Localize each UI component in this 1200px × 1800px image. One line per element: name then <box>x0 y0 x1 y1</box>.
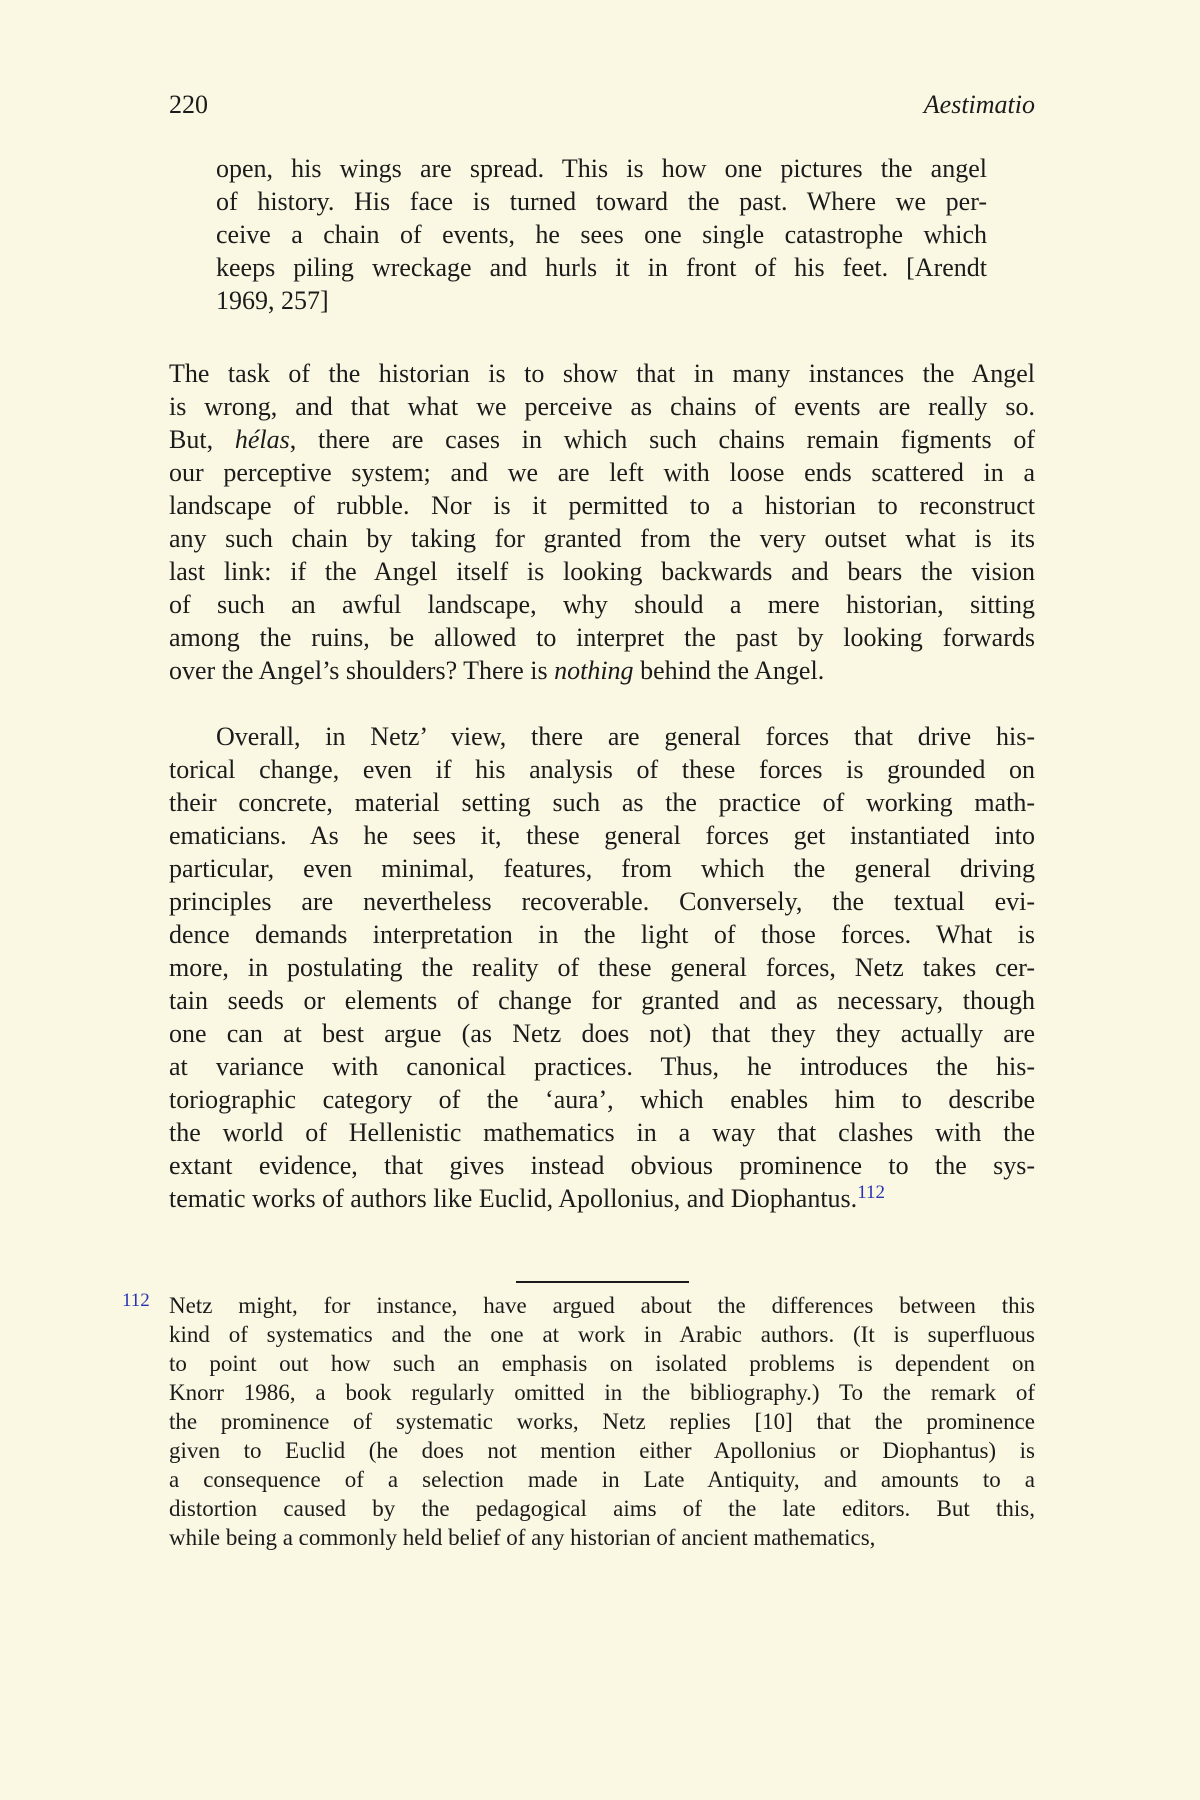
text-line: 1969, 257] <box>216 286 329 315</box>
text-line: particular, even minimal, features, from which the general driving <box>169 854 1035 883</box>
text-line: one can at best argue (as Netz does not) that they they actually are <box>169 1019 1035 1048</box>
text-line: Knorr 1986, a book regularly omitted in the bibliography.) To the remark of <box>169 1380 1035 1405</box>
text-line: a consequence of a selection made in Late Antiquity, and amounts to a <box>169 1467 1035 1492</box>
text-line: dence demands interpretation in the light of those forces. What is <box>169 920 1035 949</box>
paragraph-2 <box>169 720 1035 1215</box>
text-line: keeps piling wreckage and hurls it in front of his feet. [Arendt <box>216 253 987 282</box>
text-line: at variance with canonical practices. Thus, he introduces the his- <box>169 1052 1035 1081</box>
footnote-112 <box>122 1290 1035 1552</box>
footnote-text <box>169 1291 1035 1552</box>
text-line: toriographic category of the ‘aura’, which enables him to describe <box>169 1085 1035 1114</box>
text-line: given to Euclid (he does not mention either Apollonius or Diophantus) is <box>169 1438 1035 1463</box>
journal-title: Aestimatio <box>923 90 1035 119</box>
page-content <box>122 88 1035 1552</box>
text-line: our perceptive system; and we are left with loose ends scattered in a <box>169 458 1035 487</box>
paragraph-1 <box>169 357 1035 687</box>
text-line: among the ruins, be allowed to interpret the past by looking forwards <box>169 623 1035 652</box>
footnote-rule <box>516 1281 689 1283</box>
text-line: while being a commonly held belief of any historian of ancient mathematics, <box>169 1525 876 1550</box>
text-line: to point out how such an emphasis on isolated problems is dependent on <box>169 1351 1035 1376</box>
text-line: of such an awful landscape, why should a mere historian, sitting <box>169 590 1035 619</box>
text-line: the prominence of systematic works, Netz replies [10] that the prominence <box>169 1409 1035 1434</box>
text-line: distortion caused by the pedagogical aims of the late editors. But this, <box>169 1496 1035 1521</box>
text-line: tematic works of authors like Euclid, Apollonius, and Diophantus.$^{112}$ <box>169 1182 885 1213</box>
text-line: the world of Hellenistic mathematics in a way that clashes with the <box>169 1118 1035 1147</box>
footnote-number[interactable]: 112 <box>122 1290 150 1311</box>
text-line: last link: if the Angel itself is looking backwards and bears the vision <box>169 557 1035 586</box>
text-line: torical change, even if his analysis of these forces is grounded on <box>169 755 1035 784</box>
text-line: ematicians. As he sees it, these general forces get instantiated into <box>169 821 1035 850</box>
text-line: tain seeds or elements of change for granted and as necessary, though <box>169 986 1035 1015</box>
footnote-ref[interactable]: 112 <box>857 1182 885 1203</box>
text-line: Overall, in Netz’ view, there are general forces that drive his- <box>216 722 1035 751</box>
text-line: is wrong, and that what we perceive as chains of events are really so. <box>169 392 1035 421</box>
text-line: their concrete, material setting such as the practice of working math- <box>169 788 1035 817</box>
text-line: over the Angel’s shoulders? There is nothing behind the Angel. <box>169 656 825 685</box>
text-line: of history. His face is turned toward the past. Where we per- <box>216 187 987 216</box>
text-line: open, his wings are spread. This is how one pictures the angel <box>216 154 987 183</box>
text-line: But, hélas, there are cases in which such chains remain figments of <box>169 425 1035 454</box>
text-line: principles are nevertheless recoverable. Conversely, the textual evi- <box>169 887 1035 916</box>
text-line: The task of the historian is to show that in many instances the Angel <box>169 359 1035 388</box>
blockquote-arendt <box>216 152 987 317</box>
text-line: kind of systematics and the one at work in Arabic authors. (It is superfluous <box>169 1322 1035 1347</box>
text-line: more, in postulating the reality of these general forces, Netz takes cer- <box>169 953 1035 982</box>
text-line: any such chain by taking for granted from the very outset what is its <box>169 524 1035 553</box>
page-number: 220 <box>169 90 208 119</box>
text-line: extant evidence, that gives instead obvious prominence to the sys- <box>169 1151 1035 1180</box>
text-line: ceive a chain of events, he sees one single catastrophe which <box>216 220 987 249</box>
running-header <box>169 88 1035 121</box>
text-line: landscape of rubble. Nor is it permitted to a historian to reconstruct <box>169 491 1035 520</box>
text-line: Netz might, for instance, have argued about the differences between this <box>169 1293 1035 1318</box>
